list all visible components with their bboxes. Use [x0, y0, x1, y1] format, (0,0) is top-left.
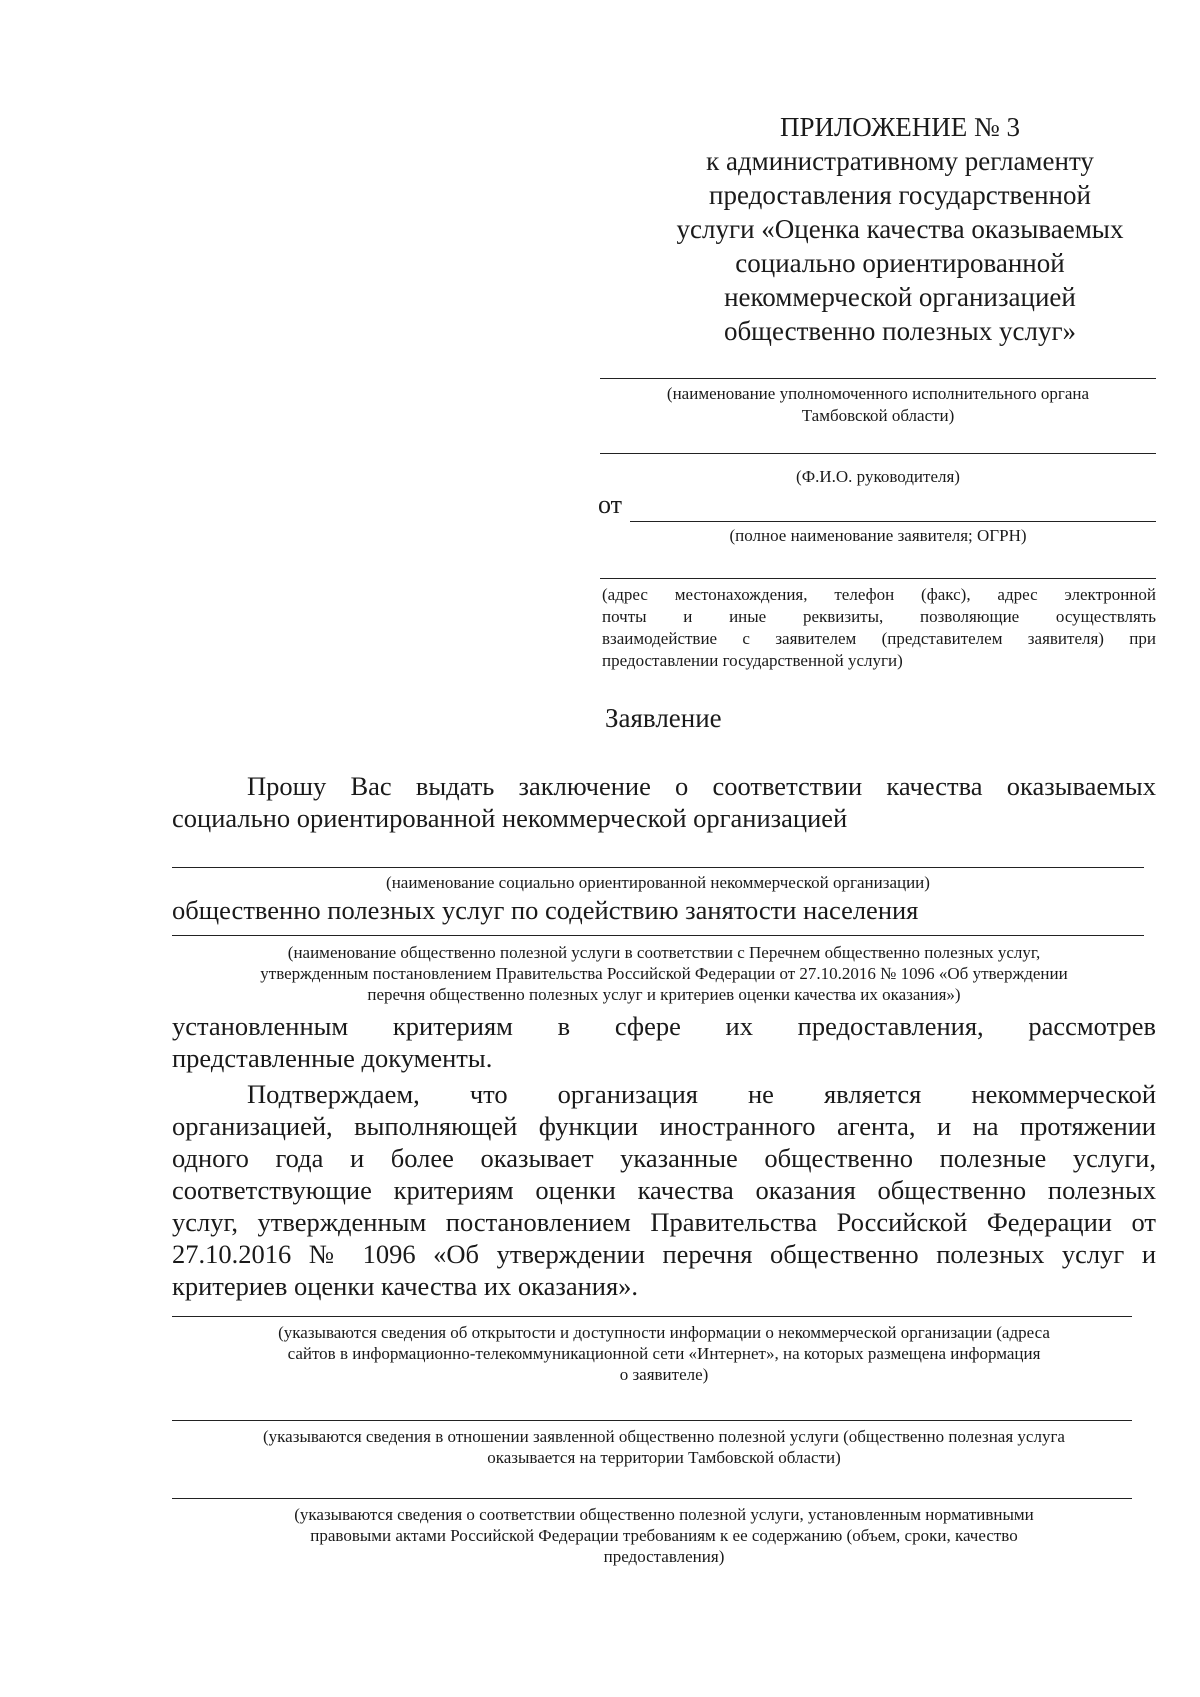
appendix-line: социально ориентированной: [735, 248, 1065, 278]
confirmation-paragraph: Подтверждаем, что организация не является некоммерческой организацией, выполняющей функции иностранного агента, и на протяжении одного года и более оказывает указанные общественно полезные услуги, соответствующие критериям оценки качества оказания общественно полезных услуг, утвержденным постановлением Правительства Российской Федерации от 27.10.2016 № 1096 «Об утверждении перечня общественно полезных услуг и критериев оценки качества их оказания».: [172, 1079, 1156, 1301]
head-field-line: [600, 453, 1156, 454]
appendix-title: ПРИЛОЖЕНИЕ № 3: [779, 112, 1021, 142]
applicant-caption: (полное наименование заявителя; ОГРН): [729, 526, 1027, 545]
territory-caption: (указываются сведения в отношении заявленной общественно полезной услуги (общественно полезная услуга оказывается на территории Тамбовской области): [263, 1427, 1065, 1467]
contacts-field-line: [600, 578, 1156, 579]
authority-field-line: [600, 378, 1156, 379]
territory-field-line: [172, 1420, 1132, 1421]
compliance-caption: (указываются сведения о соответствии общественно полезной услуги, установленным нормативными правовыми актами Российской Федерации требованиям к ее содержанию (объем, сроки, качество предоставления): [294, 1505, 1034, 1566]
appendix-header: [640, 110, 1160, 348]
compliance-field-line: [172, 1498, 1132, 1499]
service-caption: (наименование общественно полезной услуги в соответствии с Перечнем общественно полезных услуг, утвержденным постановлением Правительства Российской Федерации от 27.10.2016 № 1096 «Об утверждении перечня общественно полезных услуг и критериев оценки качества их оказания»): [260, 943, 1068, 1004]
service-name-text: общественно полезных услуг по содействию занятости населения: [172, 895, 919, 925]
document-title: Заявление: [605, 703, 722, 733]
openness-caption: (указываются сведения об открытости и доступности информации о некоммерческой организации (адреса сайтов в информационно-телекоммуникационной сети «Интернет», на которых размещена информация о заявителе): [278, 1323, 1050, 1384]
openness-field-line: [172, 1316, 1132, 1317]
appendix-line: к административному регламенту: [706, 146, 1094, 176]
from-label: от: [598, 490, 623, 519]
authority-caption: (наименование уполномоченного исполнительного органа Тамбовской области): [666, 384, 1090, 425]
contacts-caption: (адрес местонахождения, телефон (факс), адрес электронной почты и иные реквизиты, позволяющие осуществлять взаимодействие с заявителем (представителем заявителя) при предоставлении государственной услуги): [602, 585, 1156, 670]
service-field-line: [172, 935, 1144, 936]
appendix-line: услуги «Оценка качества оказываемых: [676, 214, 1124, 244]
criteria-paragraph: установленным критериям в сфере их предоставления, рассмотрев представленные документы.: [172, 1011, 1156, 1073]
appendix-line: общественно полезных услуг»: [723, 316, 1077, 346]
org-name-caption: (наименование социально ориентированной некоммерческой организации): [386, 873, 930, 892]
appendix-line: предоставления государственной: [709, 180, 1091, 210]
appendix-line: некоммерческой организацией: [724, 282, 1076, 312]
applicant-field-line: [630, 521, 1156, 522]
org-name-field-line: [172, 867, 1144, 868]
head-caption: (Ф.И.О. руководителя): [796, 467, 960, 486]
request-paragraph: Прошу Вас выдать заключение о соответствии качества оказываемых социально ориентированной некоммерческой организацией: [172, 771, 1156, 833]
